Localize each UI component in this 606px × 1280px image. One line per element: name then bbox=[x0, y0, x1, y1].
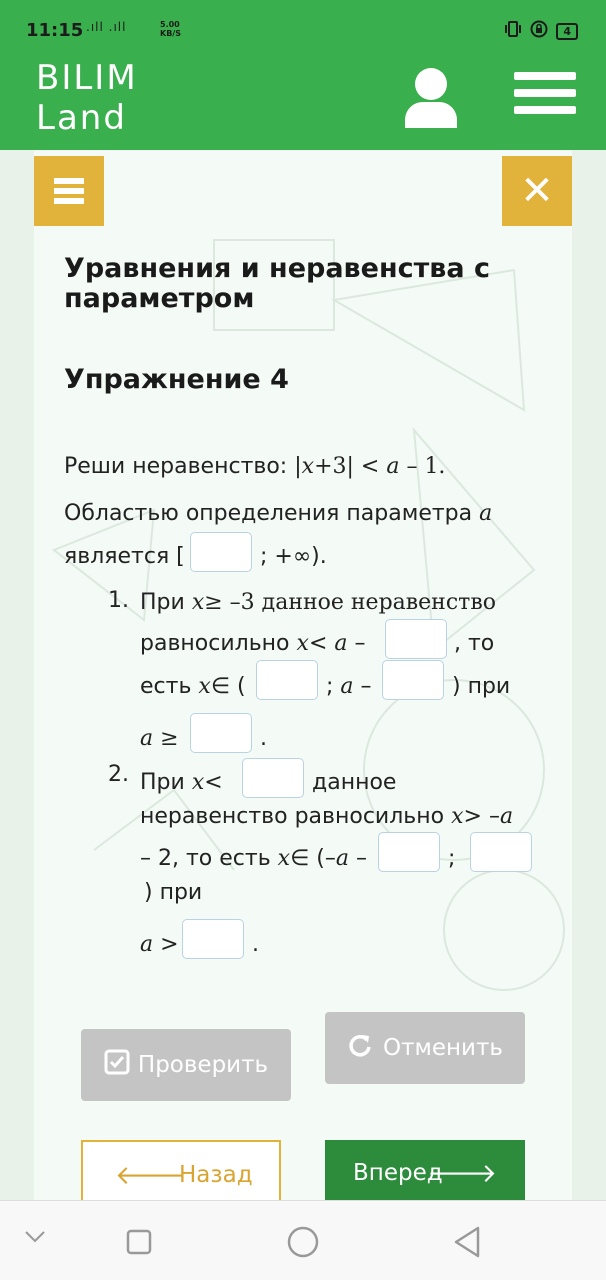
item-1-line-1: При x≥ –3 данное неравенство bbox=[140, 590, 496, 615]
item-1-line-3-end: ) при bbox=[452, 674, 511, 699]
item-1-line-2: равносильно x< a – bbox=[140, 631, 366, 656]
checkbox-icon bbox=[104, 1049, 130, 1081]
task-line-1: Реши неравенство: |x+3| < a – 1. bbox=[64, 454, 446, 479]
check-button[interactable] bbox=[81, 1029, 291, 1101]
undo-icon bbox=[347, 1032, 373, 1064]
item-2-line-3: – 2, то есть x∈ (–a – bbox=[140, 846, 367, 871]
signal-icon: .ıll .ıll bbox=[86, 20, 127, 34]
status-bar bbox=[0, 0, 606, 58]
cancel-button[interactable] bbox=[325, 1012, 525, 1084]
item-1-line-4-end: . bbox=[260, 726, 267, 751]
vpn-lock-icon bbox=[530, 20, 548, 42]
answer-input-domain-start[interactable] bbox=[190, 532, 252, 572]
exercise-card bbox=[34, 150, 572, 1210]
item-2-number: 2. bbox=[108, 762, 129, 787]
next-button-label: Вперед bbox=[353, 1160, 443, 1186]
item-1-number: 1. bbox=[108, 588, 129, 613]
net-speed-unit: KB/S bbox=[160, 29, 181, 38]
item-2-line-1-end: данное bbox=[312, 770, 397, 795]
main-menu-icon[interactable] bbox=[514, 72, 576, 124]
arrow-right-icon: 🡒 bbox=[427, 1159, 497, 1189]
lesson-title: Уравнения и неравенства с параметром bbox=[64, 253, 490, 314]
lesson-menu-button[interactable] bbox=[34, 156, 104, 226]
item-2-line-5-end: . bbox=[252, 932, 259, 957]
bilimland-logo[interactable]: BILIM Land bbox=[36, 58, 138, 138]
answer-input-1a[interactable] bbox=[385, 619, 447, 659]
task-line-3: является [ bbox=[64, 544, 185, 569]
answer-input-2c[interactable] bbox=[470, 832, 532, 872]
item-2-line-3-sep: ; bbox=[448, 846, 456, 871]
status-right bbox=[504, 20, 578, 42]
status-time: 11:15 bbox=[26, 20, 84, 41]
nav-home-icon[interactable] bbox=[286, 1225, 320, 1263]
nav-recents-icon[interactable] bbox=[126, 1229, 152, 1259]
cancel-button-label: Отменить bbox=[383, 1035, 503, 1061]
answer-input-2d[interactable] bbox=[182, 919, 244, 959]
answer-input-2a[interactable] bbox=[242, 758, 304, 798]
nav-back-icon[interactable] bbox=[452, 1225, 482, 1263]
task-line-2: Областью определения параметра a bbox=[64, 501, 493, 526]
item-2-line-4: ) при bbox=[144, 880, 203, 905]
check-button-label: Проверить bbox=[137, 1052, 269, 1078]
net-speed-value: 5.00 bbox=[160, 20, 180, 29]
item-2-line-5: a > bbox=[140, 932, 179, 957]
item-1-line-3-mid: ; a – bbox=[326, 674, 372, 699]
nav-collapse-icon[interactable] bbox=[24, 1229, 46, 1248]
item-2-line-2: неравенство равносильно x> –a bbox=[140, 804, 514, 829]
answer-input-1b[interactable] bbox=[256, 660, 318, 700]
user-profile-icon[interactable] bbox=[402, 66, 460, 130]
close-button[interactable]: ✕ bbox=[502, 156, 572, 226]
arrow-left-icon: 🡐 bbox=[115, 1161, 185, 1191]
app-header bbox=[0, 58, 606, 150]
item-2-line-1: При x< bbox=[140, 770, 223, 795]
answer-input-2b[interactable] bbox=[378, 832, 440, 872]
task-line-3-end: ; +∞). bbox=[260, 544, 327, 569]
item-1-line-4: a ≥ bbox=[140, 726, 179, 751]
item-1-line-2-end: , то bbox=[454, 631, 495, 656]
system-nav-bar bbox=[0, 1200, 606, 1280]
back-button-label: Назад bbox=[179, 1162, 253, 1188]
exercise-title: Упражнение 4 bbox=[64, 364, 289, 395]
answer-input-1d[interactable] bbox=[190, 713, 252, 753]
item-1-line-3: есть x∈ ( bbox=[140, 674, 246, 699]
answer-input-1c[interactable] bbox=[382, 660, 444, 700]
net-speed bbox=[160, 20, 181, 38]
battery-icon: 4 bbox=[556, 23, 578, 40]
vibrate-icon bbox=[504, 21, 522, 41]
